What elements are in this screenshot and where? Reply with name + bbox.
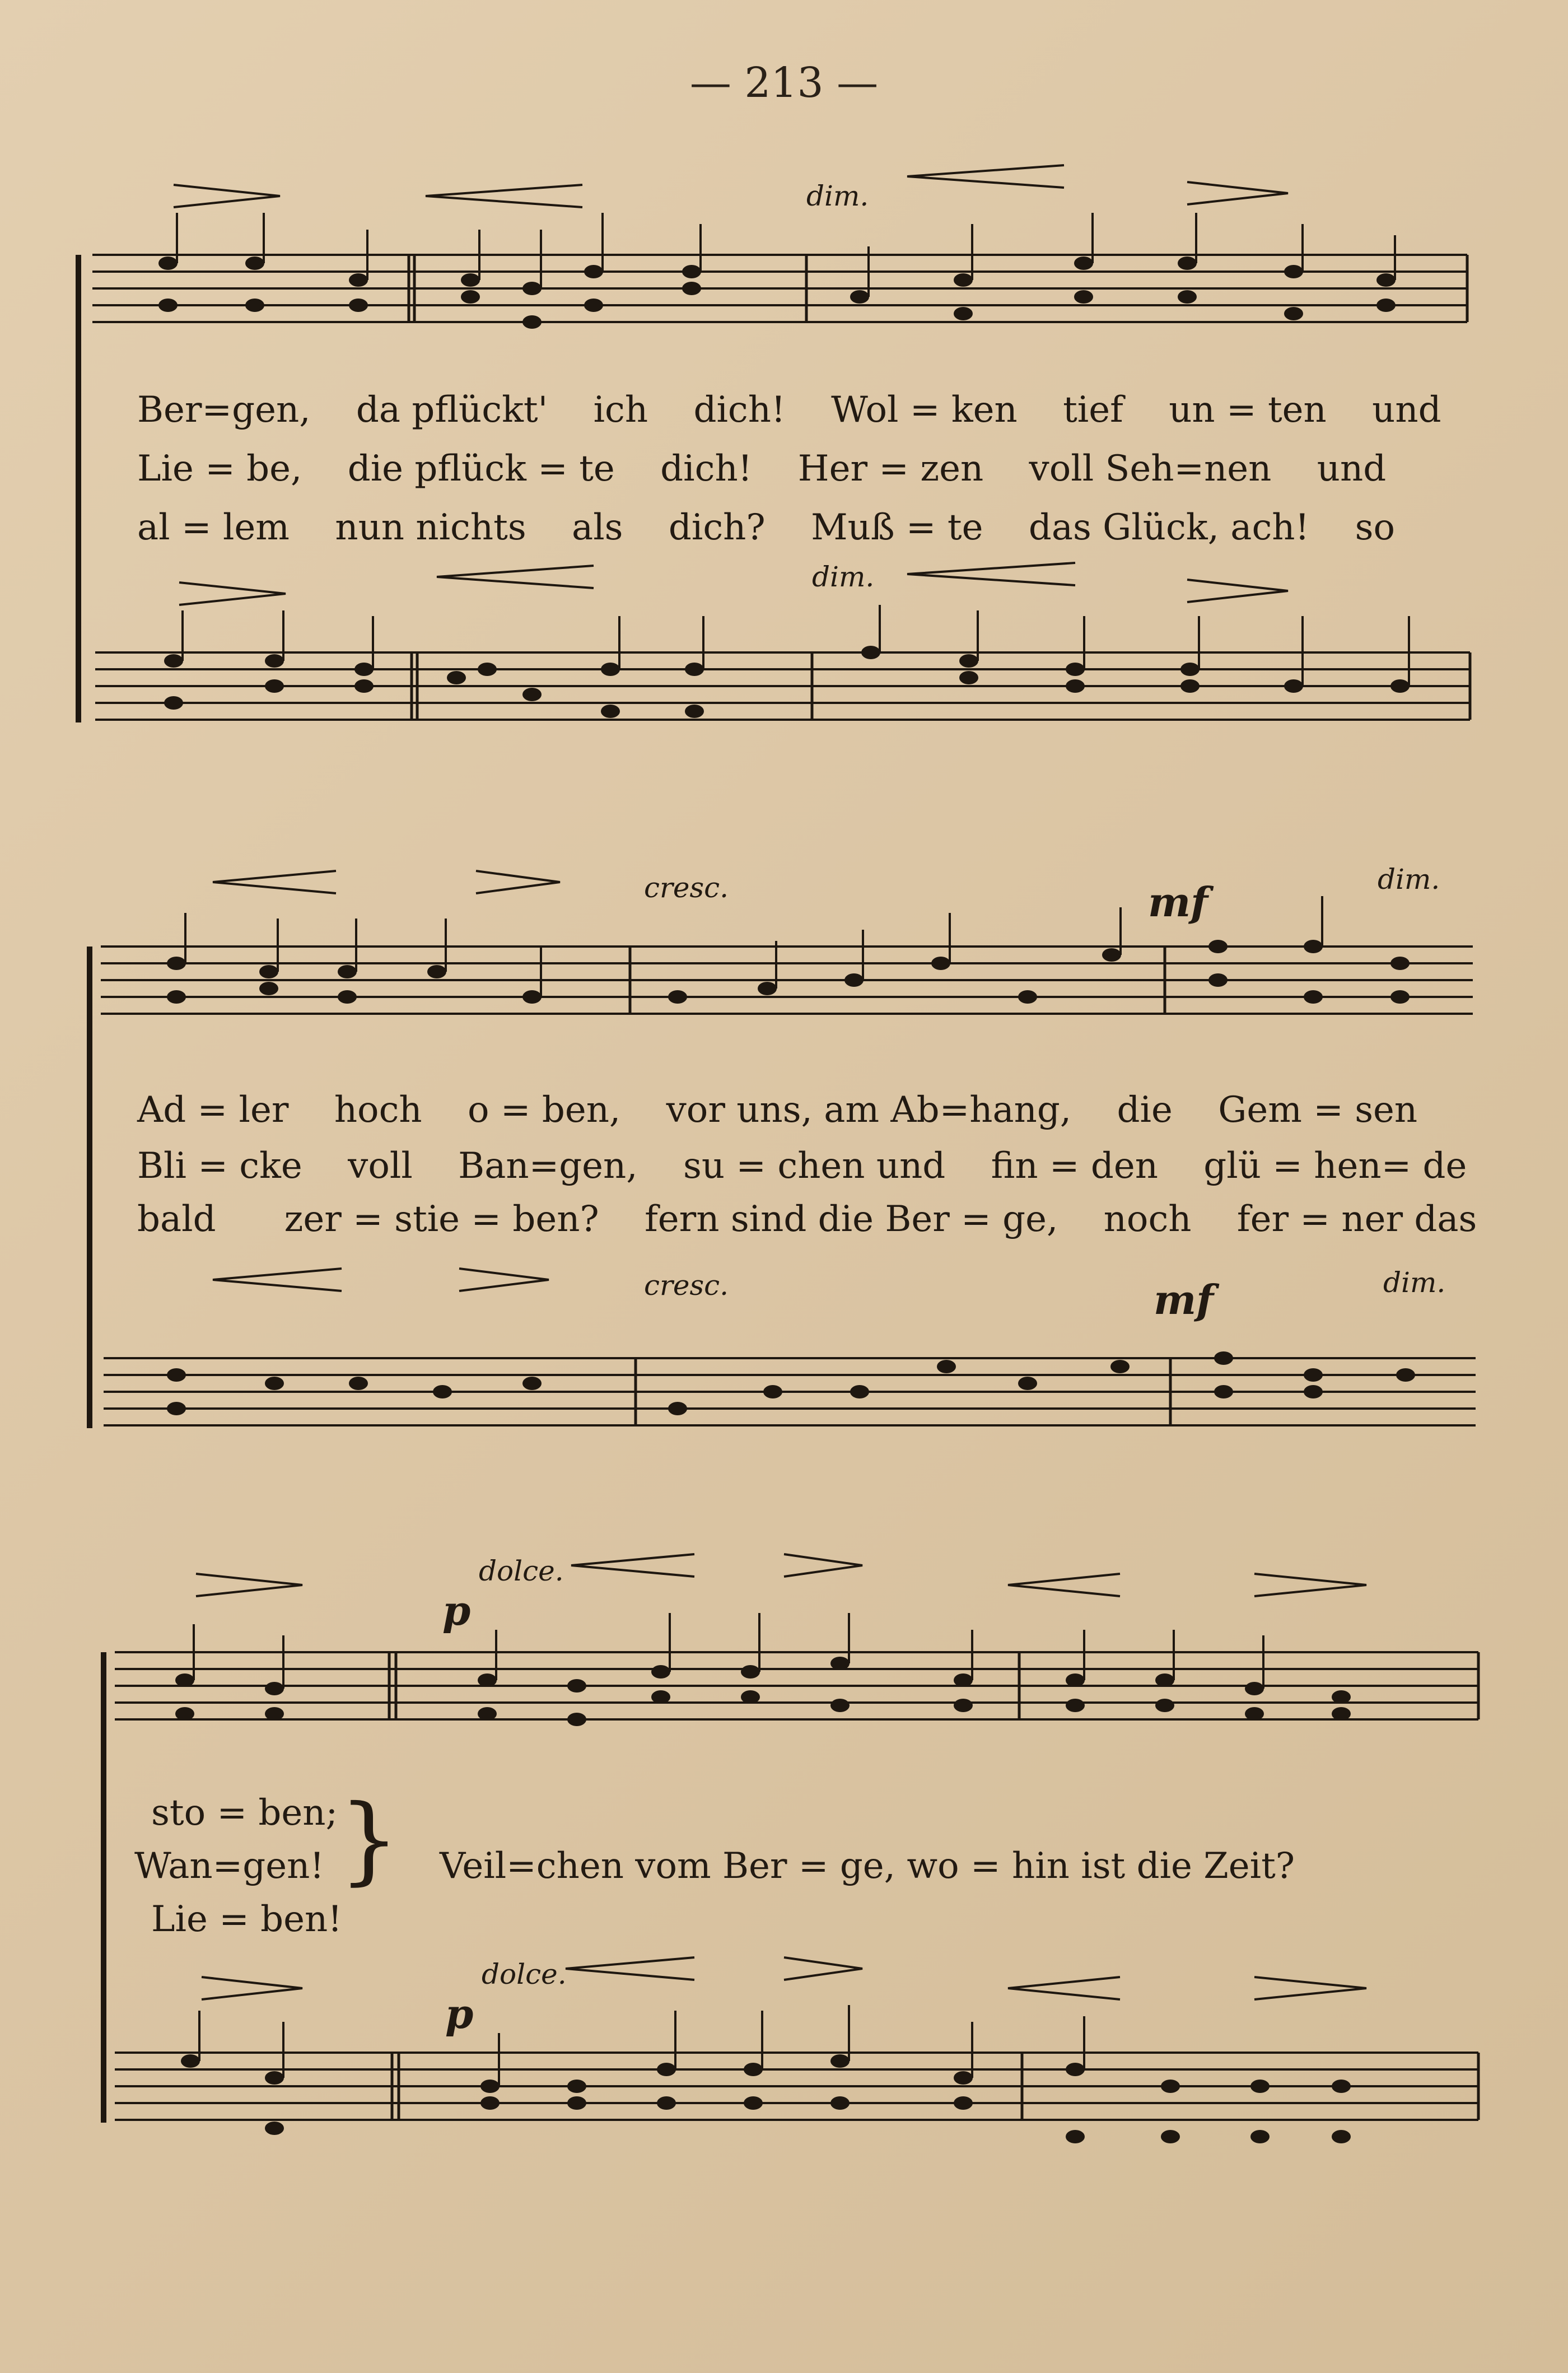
lyric-line-s1-2: Lie = be, die pflück = te dich! Her = zen voll Seh=nen und xyxy=(137,448,1387,489)
lyric-line-s2-1: Ad = ler hoch o = ben, vor uns, am Ab=hang, die Gem = sen xyxy=(137,1089,1418,1131)
dynamic-s2-top-dim: dim. xyxy=(1378,863,1440,896)
dynamic-s2-top-mf: mf xyxy=(1148,878,1208,926)
dynamic-s3-bottom-p: p xyxy=(445,1990,474,2038)
lyric-left-2: Wan=gen! xyxy=(134,1845,324,1887)
dynamic-s2-bottom-dim: dim. xyxy=(1383,1266,1446,1299)
dynamic-s2-bottom-mf: mf xyxy=(1154,1276,1214,1323)
dynamic-s1-top-dim: dim. xyxy=(806,180,869,212)
lyric-line-s2-3: bald zer = stie = ben? fern sind die Ber = ge, noch fer = ner das xyxy=(137,1199,1477,1240)
dynamic-s2-bottom-cresc: cresc. xyxy=(644,1269,729,1302)
dynamic-s3-bottom-dolce: dolce. xyxy=(482,1958,567,1990)
dynamic-s3-top-dolce: dolce. xyxy=(479,1555,564,1587)
dynamic-s3-top-p: p xyxy=(442,1587,471,1634)
staff-s2-bottom xyxy=(104,1358,1476,1425)
staff-s2-top xyxy=(101,947,1473,1014)
lyric-left-3: Lie = ben! xyxy=(151,1899,342,1940)
staff-s1-top xyxy=(92,255,1467,322)
staff-s1-bottom xyxy=(95,652,1470,720)
lyric-left-1: sto = ben; xyxy=(151,1792,338,1834)
staff-s3-bottom xyxy=(115,2053,1478,2120)
dynamic-s2-top-cresc: cresc. xyxy=(644,871,729,904)
lyric-right: Veil=chen vom Ber = ge, wo = hin ist die Zeit? xyxy=(440,1845,1295,1887)
lyric-line-s1-1: Ber=gen, da pflückt' ich dich! Wol = ken tief un = ten und xyxy=(137,389,1441,431)
dynamic-s1-bottom-dim: dim. xyxy=(812,561,875,593)
lyric-brace: } xyxy=(339,1784,400,1895)
staff-s3-top xyxy=(115,1652,1478,1719)
lyric-line-s1-3: al = lem nun nichts als dich? Muß = te das Glück, ach! so xyxy=(137,507,1395,548)
page-number: — 213 — xyxy=(689,59,879,107)
lyric-line-s2-2: Bli = cke voll Ban=gen, su = chen und fin = den glü = hen= de xyxy=(137,1145,1467,1187)
